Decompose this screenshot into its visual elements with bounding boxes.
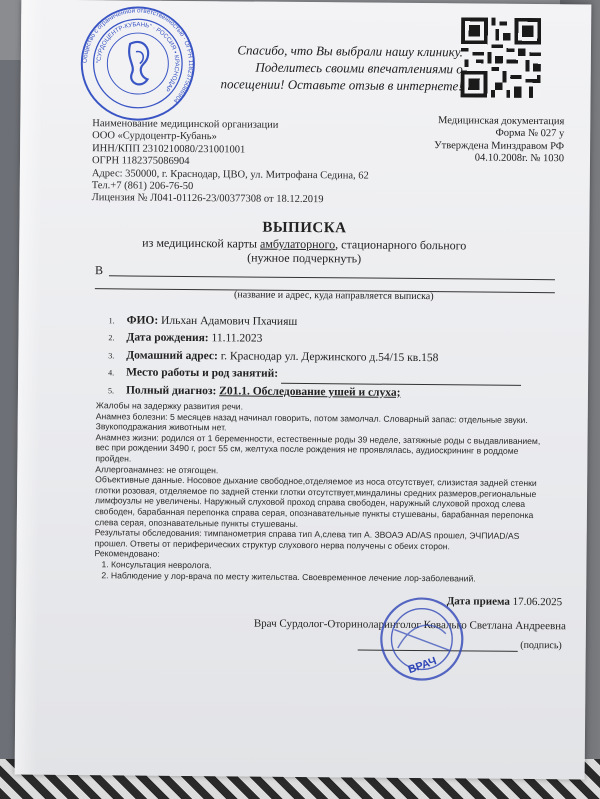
medical-doc-header [416,115,564,166]
doctor-stamp [375,593,468,686]
thanks-line-2: Поделитесь своими впечатлениями о [255,59,463,77]
org-address: Адрес: 350000, г. Краснодар, ЦВО, ул. Митрофана Седина, 62 [91,167,369,182]
thanks-line-1: Спасибо, что Вы выбрали нашу клинику. [237,42,464,60]
allergy: Аллергоанамнез: не отягощен. [95,463,219,475]
dob-value: 11.11.2023 [211,332,263,346]
meddoc-form: Форма № 027 у [495,128,565,140]
fio-label: ФИО: [126,314,159,327]
destination-label: В [94,263,104,278]
signature-label: (подпись) [520,639,562,652]
doctor-name: Врач Сурдолог-Оториноларинголог Ковалько Светлана Андреевна [253,617,566,633]
subtitle-hint: (нужное подчеркнуть) [247,250,362,266]
ear-icon [129,42,148,85]
meddoc-line-1: Медицинская документация [438,115,565,128]
recommendation-item: 2. Наблюдение у лор-врача по месту жительства. Своевременное лечение лор-заболеваний. [101,569,476,584]
text-line: пройден. [95,453,132,464]
visit-date-label: Дата приема [446,595,510,608]
visit-date-value: 17.06.2025 [512,595,563,609]
text-line: слева серая, опознавательные пункты стушеваны. [94,516,299,529]
org-ogrn: ОГРН 1182375086904 [91,155,190,168]
clinic-stamp [78,4,197,123]
text-line: свободен, барабанная перепонка справа серая, опознавательные пункты стушеваны, барабанная перепонка [94,506,534,520]
address-label: Домашний адрес: [126,349,218,363]
text-line: лимфоузлы не увеличены. Наружный слуховой проход справа свободен, наружный слуховой проход слева [94,495,526,510]
diagnosis-value: Z01.1. Обследование ушей и слуха; [219,384,401,399]
text-line: Звукоподражания животным нет. [95,421,227,433]
text-line: прошел. Ответы от периферических структур слухового нерва получены с обеих сторон. [94,537,450,552]
field-work: 4. Место работы и род занятий: [108,365,558,386]
thanks-line-3: посещении! Оставьте отзыв в интернете! [220,76,463,94]
results: Результаты обследования: тимпанометрия справа тип А,слева тип А. ЗВОАЭ AD/AS прошел, ЭЧПИАD/AS [94,527,520,542]
document-title: ВЫПИСКА [262,219,347,237]
anamnesis-illness: Анамнез болезни: 5 месяцев назад начинал говорить, потом замолчал. Словарный запас: отдельные звуки. [95,410,528,425]
field-diagnosis: 5. Полный диагноз: Z01.1. Обследование ушей и слуха; [107,384,401,399]
meddoc-date: 04.10.2008г. № 1030 [474,152,565,165]
field-fio: 1. ФИО: Ильхан Адамович Пхачияш [108,314,298,328]
meddoc-approved: Утверждена Минздравом РФ [434,139,565,153]
org-license: Лицензия № Л041-01126-23/00377308 от 18.12.2019 [91,192,324,206]
thanks-message [191,41,463,94]
objective-data: Объективные данные. Носовое дыхание свободное,отделяемое из носа отсутствует, слизистая задней стенки [95,474,537,489]
work-label: Место работы и род занятий: [126,366,279,381]
text-line: вес при рождении 3490 г, рост 55 см, желтуха после рождения не проявлялась, аудиоскрининг в роддоме [95,442,519,457]
destination-hint: (название и адрес, куда направляется выписка) [234,289,434,303]
recommendation-item: 1. Консультация невролога. [101,559,212,571]
diagnosis-label: Полный диагноз: [125,384,217,397]
stamp-bottom-text: ВРАЧ [406,655,439,677]
field-address: 3. Домашний адрес: г. Краснодар ул. Держинского д.54/15 кв.158 [108,349,439,364]
document-sheet [15,0,592,779]
subtitle-underlined: амбулаторного [259,236,336,252]
subtitle-post: , стационарного больного [335,237,467,253]
org-name: ООО «Сурдоцентр-Кубань» [92,130,217,143]
field-dob: 2. Дата рождения: 11.11.2023 [108,331,263,346]
dob-label: Дата рождения: [126,331,209,345]
patient-fields [108,312,559,403]
recommendations-heading: Рекомендовано: [94,548,160,560]
org-inn: ИНН/КПП 2310210080/231001001 [92,142,246,156]
text-line: глотки розовая, отделяемое по задней стенки глотки отсутствует,миндалины средних размеров,регионaльные [95,484,537,499]
plastic-sleeve-edge [15,0,44,775]
organization-info [92,118,423,208]
work-blank [281,366,521,385]
stamp-outer-text: Общество с ограниченной ответственностью · ОГРН 1182375086904 [81,7,194,105]
org-phone: Тел.+7 (861) 206-76-50 [91,180,194,193]
address-value: г. Краснодар ул. Держинского д.54/15 кв.158 [220,350,439,364]
subtitle-pre: из медицинской карты [142,235,261,251]
complaints: Жалобы на задержку развития речи. [95,400,244,412]
stamp-inner-text: "СУРДОЦЕНТР-КУБАНЬ" · РОССИЯ • КРАСНОДАР [95,21,181,93]
examination-text [94,400,562,584]
anamnesis-life: Анамнез жизни: родился от 1 беременности, естественные роды 39 неделе, затяжные роды с выдавливанием, [95,431,541,446]
fio-value: Ильхан Адамович Пхачияш [161,314,298,328]
org-line-1: Наименование медицинской организации [92,118,279,131]
qr-code[interactable] [461,17,542,98]
